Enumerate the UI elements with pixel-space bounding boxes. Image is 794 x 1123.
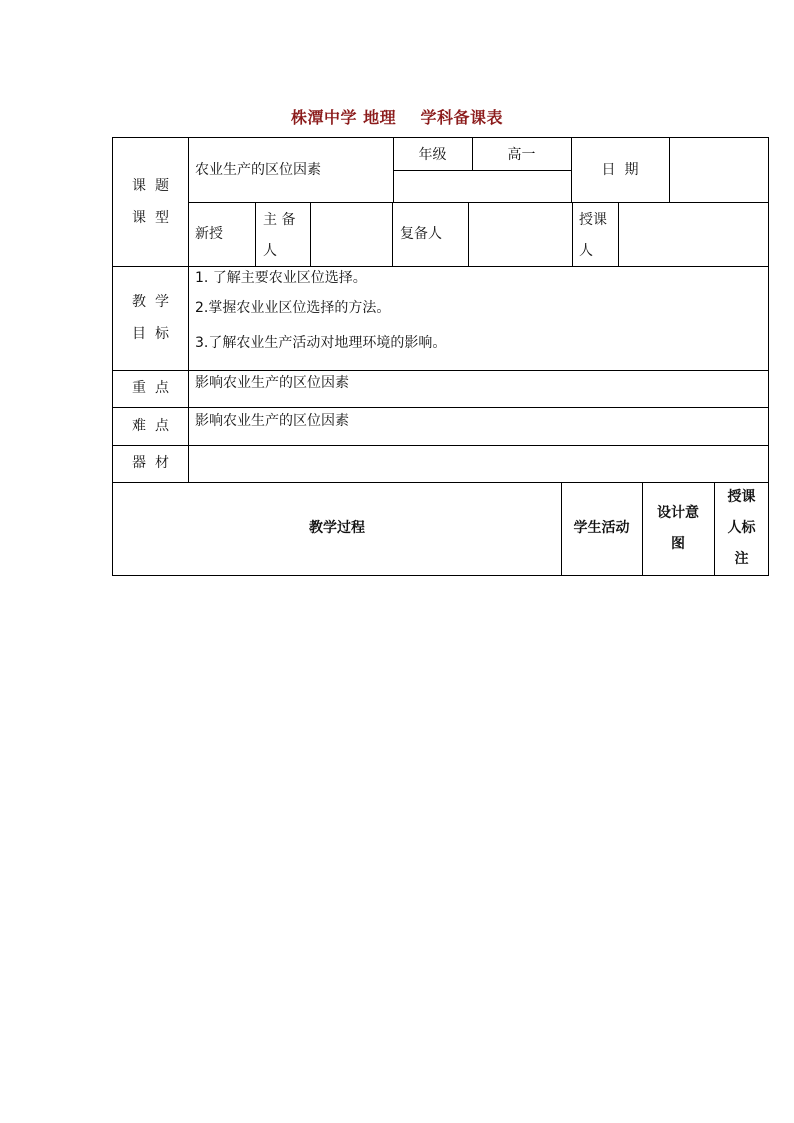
co-preparer-label: 复备人 (400, 226, 442, 242)
col-divider (188, 138, 189, 482)
type-value[interactable]: 新授 (195, 226, 223, 242)
objectives-label: 目 标 (132, 326, 169, 342)
lesson-plan-table (112, 137, 769, 576)
grade-value[interactable]: 高一 (507, 147, 536, 163)
design-intent-header: 设计意 (657, 505, 699, 521)
teacher-note-header: 人标 (727, 520, 756, 536)
key-point-value[interactable]: 影响农业生产的区位因素 (195, 375, 349, 391)
col-divider (618, 202, 619, 266)
teacher-note-header: 授课 (727, 489, 756, 505)
teacher-note-header: 注 (734, 551, 749, 567)
col-divider (392, 202, 393, 266)
col-divider (468, 202, 469, 266)
difficulty-value[interactable]: 影响农业生产的区位因素 (195, 413, 349, 429)
objective-item[interactable]: 1. 了解主要农业区位选择。 (195, 270, 367, 286)
school-name: 株潭中学 (291, 108, 358, 127)
main-preparer-label: 主 备 (263, 212, 296, 228)
equipment-label: 器 材 (132, 455, 169, 471)
key-point-label: 重 点 (132, 380, 169, 396)
objective-item[interactable]: 3.了解农业生产活动对地理环境的影响。 (195, 335, 447, 351)
date-label: 日 期 (601, 162, 639, 178)
page-title (0, 105, 794, 128)
row-divider (113, 407, 769, 408)
form-name: 学科备课表 (420, 108, 503, 127)
main-preparer-label: 人 (263, 243, 277, 259)
row-divider (113, 370, 769, 371)
col-divider (310, 202, 311, 266)
subject-name: 地理 (363, 108, 397, 127)
type-label: 课 型 (132, 210, 169, 226)
objective-item[interactable]: 2.掌握农业业区位选择的方法。 (195, 300, 391, 316)
row-divider (113, 482, 769, 483)
col-divider (669, 138, 670, 202)
row-divider (113, 445, 769, 446)
grade-label: 年级 (418, 147, 447, 163)
col-divider (255, 202, 256, 266)
topic-label: 课 题 (132, 178, 169, 194)
difficulty-label: 难 点 (132, 418, 169, 434)
student-activity-header: 学生活动 (573, 520, 630, 536)
teacher-label: 授课 (579, 212, 607, 228)
row-divider (393, 170, 571, 171)
objectives-label: 教 学 (132, 294, 169, 310)
topic-value[interactable]: 农业生产的区位因素 (195, 162, 321, 178)
teaching-process-header: 教学过程 (309, 520, 365, 536)
row-divider (188, 202, 769, 203)
col-divider (642, 482, 643, 576)
row-divider (113, 266, 769, 267)
teacher-label: 人 (579, 243, 593, 259)
design-intent-header: 图 (671, 536, 685, 552)
col-divider (572, 202, 573, 266)
